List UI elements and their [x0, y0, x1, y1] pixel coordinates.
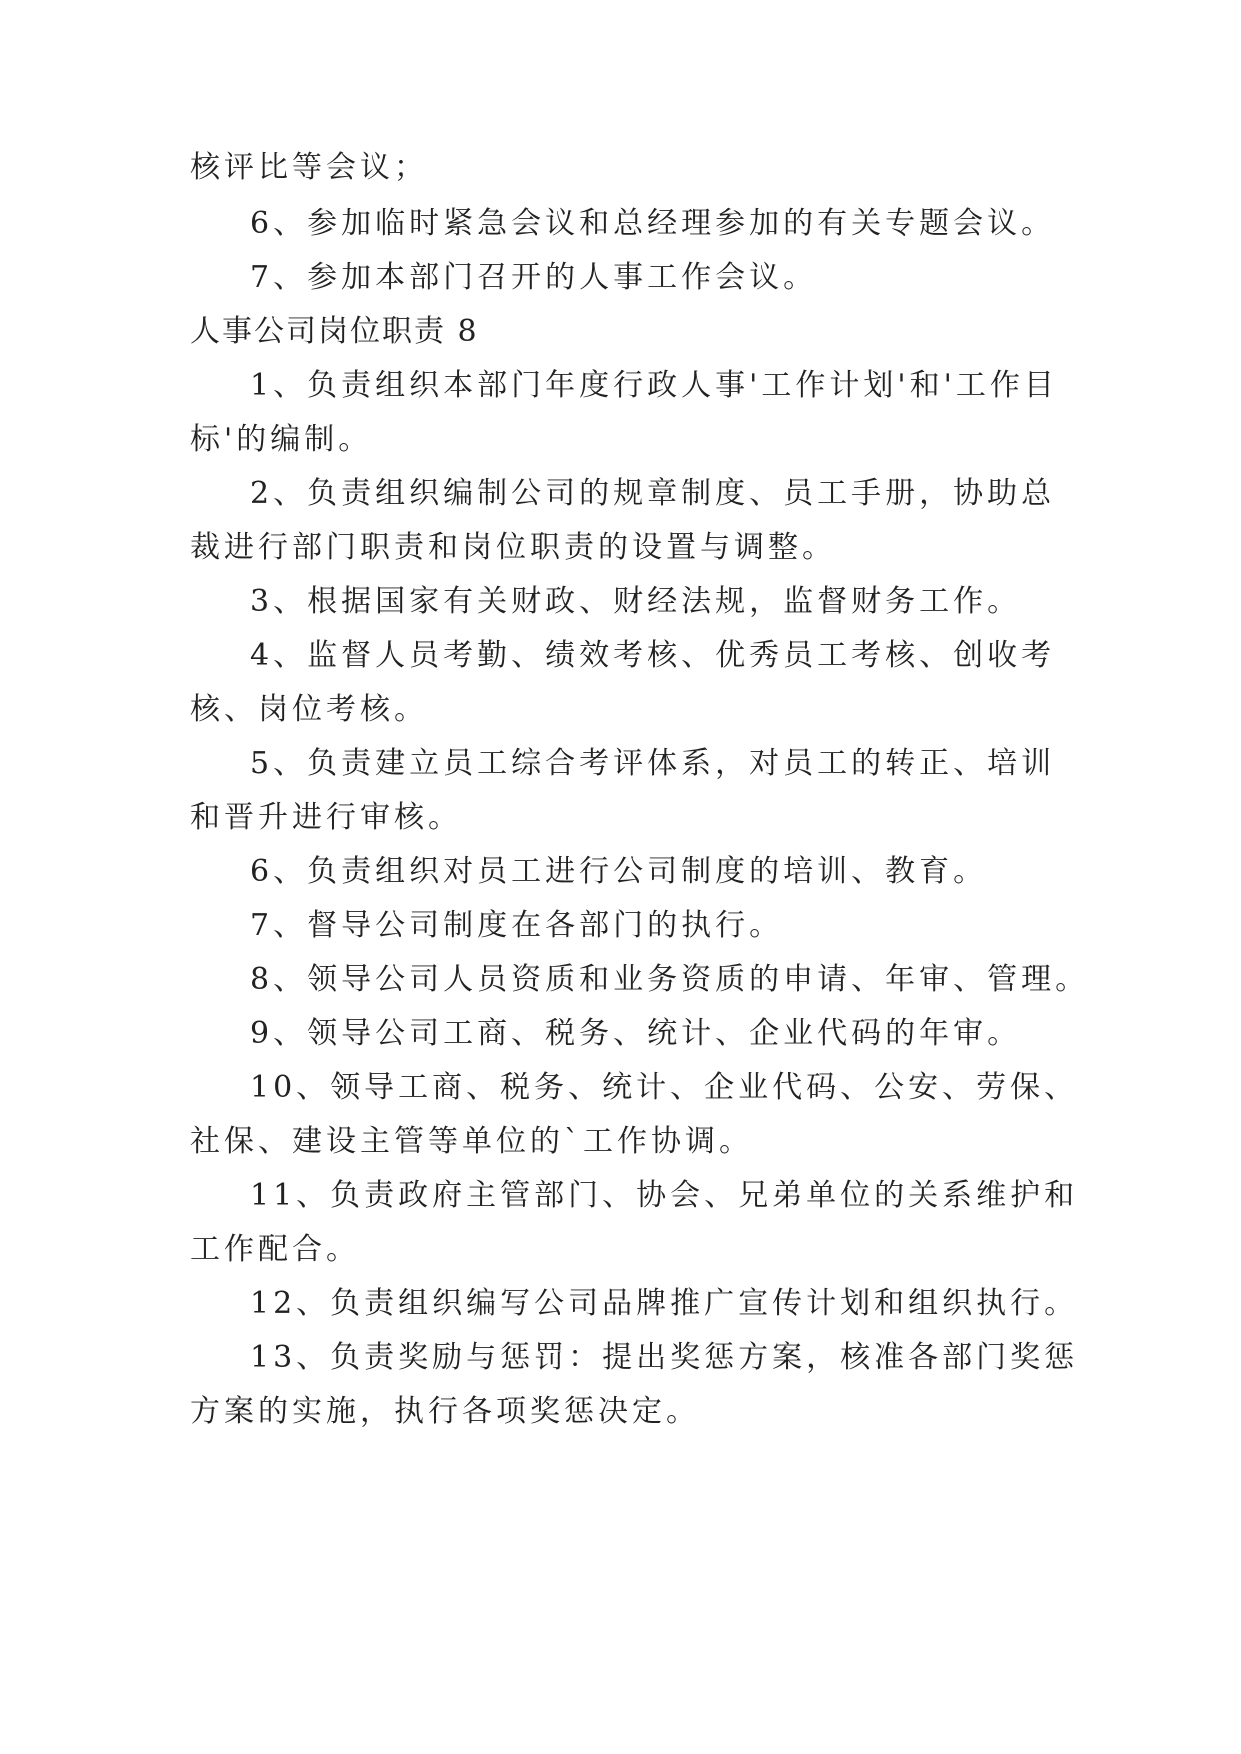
- text-line: 6、负责组织对员工进行公司制度的培训、教育。: [250, 854, 988, 889]
- text-line: 4、监督人员考勤、绩效考核、优秀员工考核、创收考: [250, 638, 1056, 673]
- text-line: 13、负责奖励与惩罚：提出奖惩方案，核准各部门奖惩: [250, 1340, 1079, 1375]
- text-line: 核评比等会议；: [190, 150, 428, 185]
- text-line: 10、领导工商、税务、统计、企业代码、公安、劳保、: [250, 1070, 1079, 1105]
- text-line: 5、负责建立员工综合考评体系，对员工的转正、培训: [250, 746, 1056, 781]
- text-line: 社保、建设主管等单位的`工作协调。: [190, 1124, 753, 1159]
- text-line: 裁进行部门职责和岗位职责的设置与调整。: [190, 530, 836, 565]
- text-line: 工作配合。: [190, 1232, 360, 1267]
- text-line: 6、参加临时紧急会议和总经理参加的有关专题会议。: [250, 206, 1056, 241]
- text-line: 3、根据国家有关财政、财经法规，监督财务工作。: [250, 584, 1022, 619]
- text-line: 核、岗位考核。: [190, 692, 428, 727]
- text-line: 标'的编制。: [190, 422, 373, 457]
- text-line: 1、负责组织本部门年度行政人事'工作计划'和'工作目: [250, 368, 1058, 403]
- section-heading: 人事公司岗位职责 8: [190, 314, 479, 349]
- text-line: 方案的实施，执行各项奖惩决定。: [190, 1394, 700, 1429]
- text-line: 7、参加本部门召开的人事工作会议。: [250, 260, 818, 295]
- text-line: 8、领导公司人员资质和业务资质的申请、年审、管理。: [250, 962, 1090, 997]
- text-line: 2、负责组织编制公司的规章制度、员工手册，协助总: [250, 476, 1056, 511]
- text-line: 和晋升进行审核。: [190, 800, 462, 835]
- text-line: 9、领导公司工商、税务、统计、企业代码的年审。: [250, 1016, 1022, 1051]
- text-line: 7、督导公司制度在各部门的执行。: [250, 908, 784, 943]
- text-line: 12、负责组织编写公司品牌推广宣传计划和组织执行。: [250, 1286, 1079, 1321]
- text-line: 11、负责政府主管部门、协会、兄弟单位的关系维护和: [250, 1178, 1079, 1213]
